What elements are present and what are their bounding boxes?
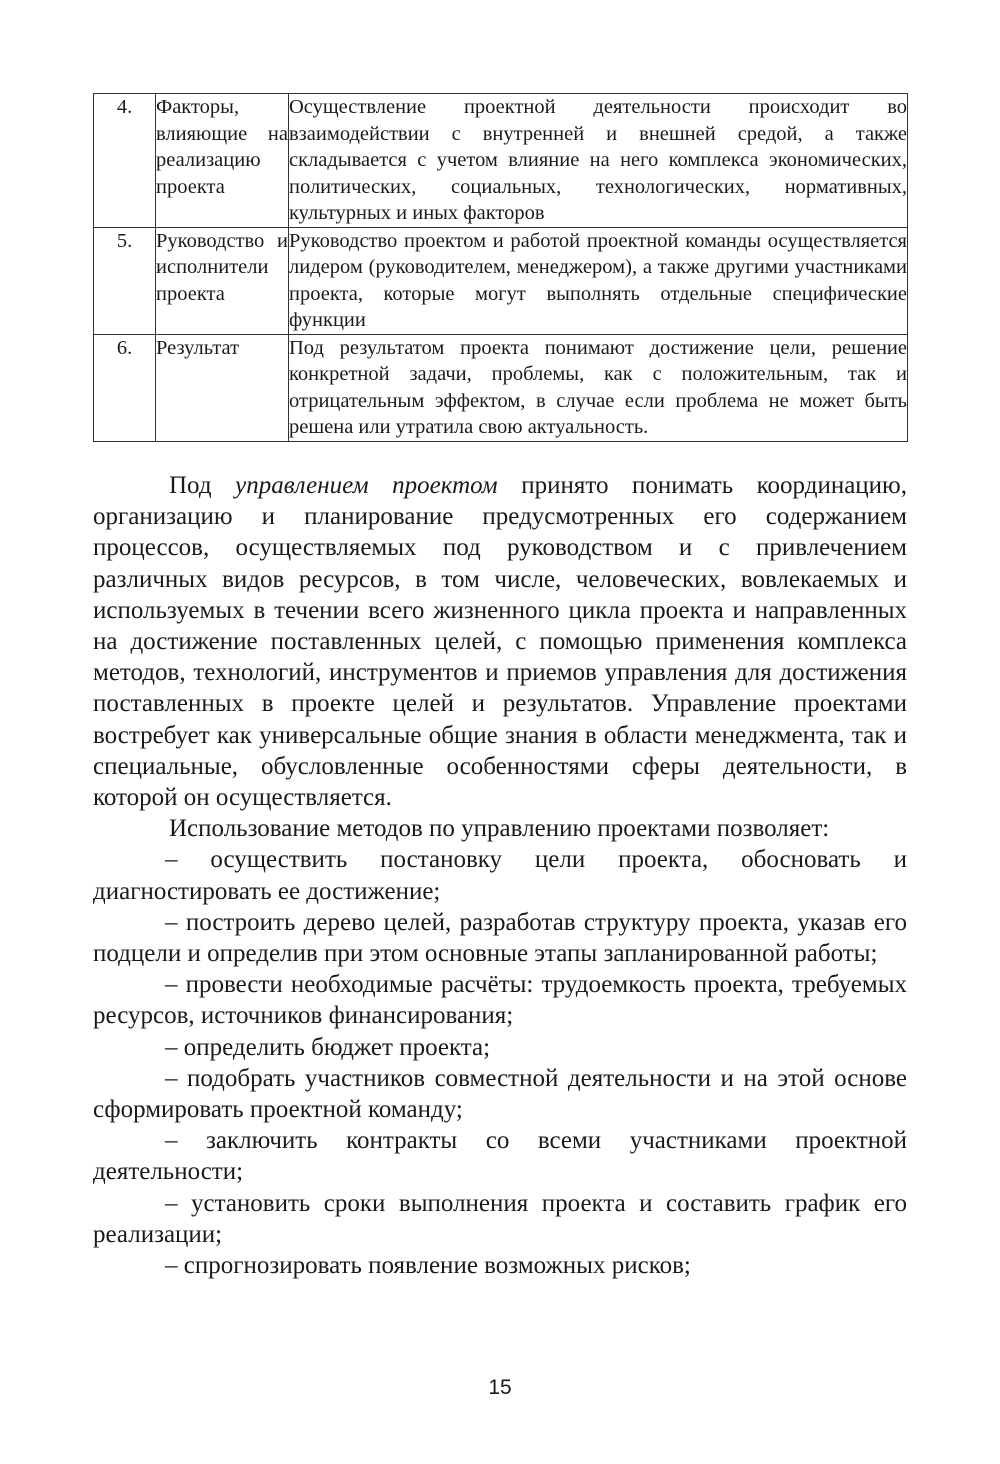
list-item: – заключить контракты со всеми участниками проектной деятельности; <box>93 1127 907 1186</box>
table-row <box>94 94 908 228</box>
row-term: Факторы, влияющие на реализацию проекта <box>156 94 289 228</box>
list-item: – построить дерево целей, разработав структуру проекта, указав его подцели и определив при этом основные этапы запланированной работы; <box>93 908 907 968</box>
page-number: 15 <box>488 1376 512 1399</box>
paragraph-rest: принято понимать координацию, организацию и планирование предусмотренных его содержанием процессов, осуществляемых под руководством и с привлечением различных видов ресурсов, в том числе, человеческих, вовлекаемых и используемых в течении всего жизненного цикла проекта и направленных на достижение поставленных целей, с помощью применения комплекса методов, технологий, инструментов и приемов управления для достижения поставленных в проекте целей и результатов. Управление проектами востребует как универсальные общие знания в области менеджмента, так и специальные, обусловленные особенностями сферы деятельности, в которой он осуществляется. <box>93 472 907 812</box>
list-item: – подобрать участников совместной деятельности и на этой основе сформировать проектной команду; <box>93 1064 907 1124</box>
row-number: 4. <box>94 94 156 228</box>
paragraph-intro: Использование методов по управлению проектами позволяет: <box>169 815 830 843</box>
definitions-table <box>93 93 908 442</box>
list-item: – определить бюджет проекта; <box>165 1033 491 1061</box>
emphasis-term: управлением проектом <box>235 472 498 499</box>
paragraph-definition <box>93 470 907 813</box>
row-number: 6. <box>94 334 156 441</box>
table-row <box>94 334 908 441</box>
table-row <box>94 227 908 334</box>
row-description: Руководство проектом и работой проектной команды осуществляется лидером (руководителем, менеджером), а также другими участниками проекта, которые могут выполнять отдельные специфические функции <box>289 227 908 334</box>
row-term: Результат <box>156 334 289 441</box>
list-item: – спрогнозировать появление возможных рисков; <box>165 1252 691 1280</box>
list-item: – установить сроки выполнения проекта и составить график его реализации; <box>93 1189 907 1248</box>
row-term: Руководство и исполнители проекта <box>156 227 289 334</box>
list-item: – осуществить постановку цели проекта, обосновать и диагностировать ее достижение; <box>93 846 907 905</box>
list-item: – провести необходимые расчёты: трудоемкость проекта, требуемых ресурсов, источников финансирования; <box>93 971 907 1030</box>
paragraph-lead: Под <box>169 472 236 499</box>
row-description: Под результатом проекта понимают достижение цели, решение конкретной задачи, проблемы, как с положительным, так и отрицательным эффектом, в случае если проблема не может быть решена или утратила свою актуальность. <box>289 334 908 441</box>
body-text <box>93 470 907 1281</box>
row-number: 5. <box>94 227 156 334</box>
row-description: Осуществление проектной деятельности происходит во взаимодействии с внутренней и внешней средой, а также складывается с учетом влияние на него комплекса экономических, политических, социальных, технологических, нормативных, культурных и иных факторов <box>289 94 908 228</box>
